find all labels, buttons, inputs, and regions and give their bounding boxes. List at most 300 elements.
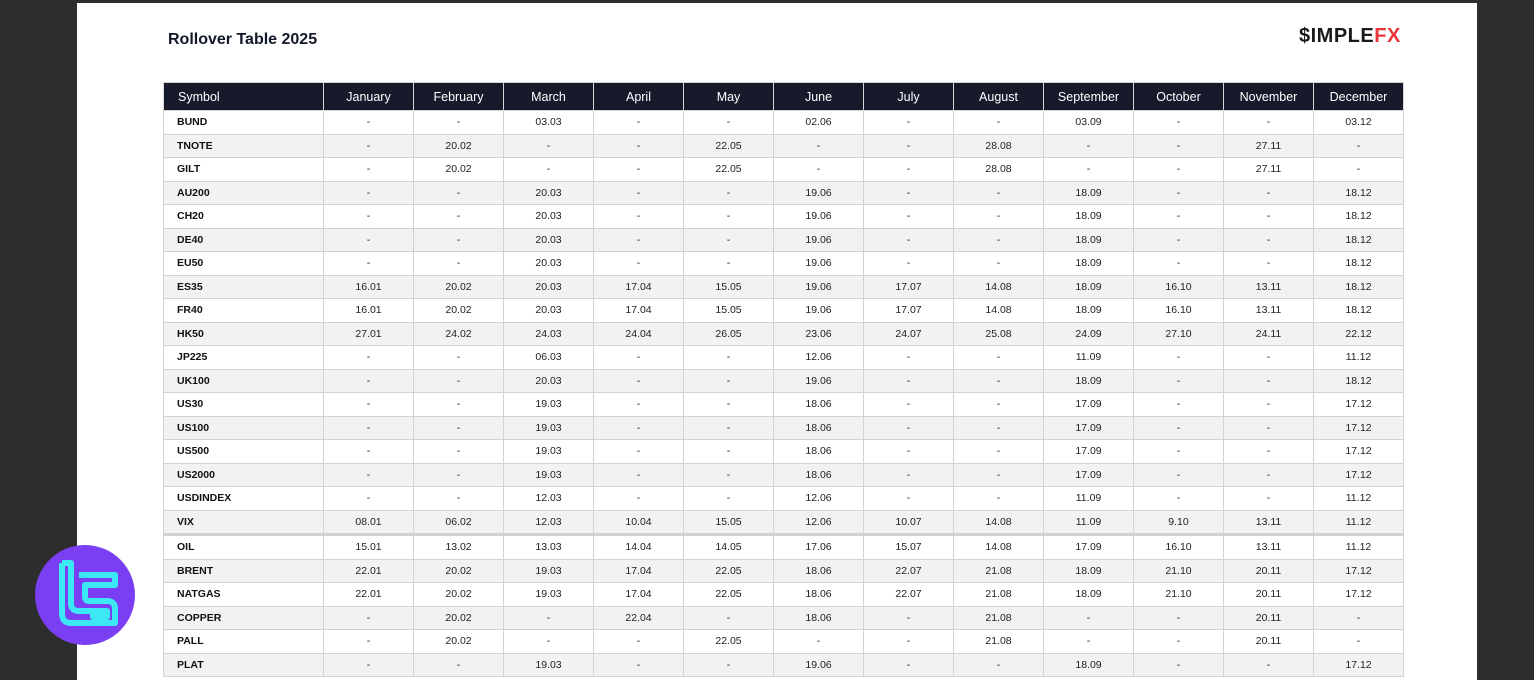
date-cell: 18.12 xyxy=(1314,228,1404,252)
date-cell: - xyxy=(864,346,954,370)
date-cell: - xyxy=(594,416,684,440)
date-cell: - xyxy=(1224,463,1314,487)
date-cell: 22.05 xyxy=(684,559,774,583)
date-cell: - xyxy=(1134,416,1224,440)
date-cell: 17.04 xyxy=(594,559,684,583)
date-cell: 22.05 xyxy=(684,630,774,654)
date-cell: 19.03 xyxy=(504,440,594,464)
date-cell: 28.08 xyxy=(954,134,1044,158)
date-cell: - xyxy=(864,487,954,511)
date-cell: 22.01 xyxy=(324,583,414,607)
table-row xyxy=(164,111,1404,135)
date-cell: 17.04 xyxy=(594,299,684,323)
date-cell: - xyxy=(1224,252,1314,276)
date-cell: 02.06 xyxy=(774,111,864,135)
date-cell: 11.12 xyxy=(1314,346,1404,370)
date-cell: - xyxy=(1134,111,1224,135)
date-cell: 15.05 xyxy=(684,299,774,323)
date-cell: 13.03 xyxy=(504,535,594,560)
date-cell: 12.06 xyxy=(774,510,864,535)
date-cell: - xyxy=(504,158,594,182)
date-cell: - xyxy=(1314,134,1404,158)
date-cell: - xyxy=(324,487,414,511)
table-row xyxy=(164,322,1404,346)
date-cell: 14.08 xyxy=(954,275,1044,299)
symbol-cell: NATGAS xyxy=(164,583,324,607)
column-header-january: January xyxy=(324,83,414,111)
date-cell: 17.09 xyxy=(1044,416,1134,440)
date-cell: 18.12 xyxy=(1314,275,1404,299)
logo-part-1: $IMPLE xyxy=(1299,25,1375,47)
date-cell: - xyxy=(954,369,1044,393)
date-cell: 14.05 xyxy=(684,535,774,560)
date-cell: - xyxy=(594,487,684,511)
date-cell: - xyxy=(1044,158,1134,182)
table-row xyxy=(164,181,1404,205)
date-cell: 20.02 xyxy=(414,606,504,630)
date-cell: - xyxy=(594,463,684,487)
date-cell: 22.05 xyxy=(684,583,774,607)
date-cell: - xyxy=(954,416,1044,440)
date-cell: - xyxy=(324,653,414,677)
table-row xyxy=(164,535,1404,560)
date-cell: 21.08 xyxy=(954,583,1044,607)
date-cell: - xyxy=(954,346,1044,370)
table-row xyxy=(164,299,1404,323)
date-cell: - xyxy=(864,134,954,158)
date-cell: - xyxy=(684,228,774,252)
date-cell: 18.09 xyxy=(1044,228,1134,252)
date-cell: - xyxy=(1134,252,1224,276)
date-cell: - xyxy=(594,228,684,252)
date-cell: 27.11 xyxy=(1224,134,1314,158)
date-cell: 13.11 xyxy=(1224,510,1314,535)
date-cell: 19.03 xyxy=(504,393,594,417)
date-cell: - xyxy=(594,630,684,654)
date-cell: 19.03 xyxy=(504,559,594,583)
date-cell: - xyxy=(1224,440,1314,464)
date-cell: 20.11 xyxy=(1224,630,1314,654)
date-cell: - xyxy=(864,369,954,393)
date-cell: 22.07 xyxy=(864,583,954,607)
date-cell: 18.09 xyxy=(1044,559,1134,583)
date-cell: 06.03 xyxy=(504,346,594,370)
date-cell: 18.06 xyxy=(774,440,864,464)
date-cell: - xyxy=(414,463,504,487)
column-header-november: November xyxy=(1224,83,1314,111)
column-header-august: August xyxy=(954,83,1044,111)
date-cell: - xyxy=(414,487,504,511)
date-cell: - xyxy=(684,369,774,393)
date-cell: - xyxy=(1224,181,1314,205)
date-cell: - xyxy=(1224,393,1314,417)
table-row xyxy=(164,346,1404,370)
column-header-september: September xyxy=(1044,83,1134,111)
date-cell: - xyxy=(1224,487,1314,511)
date-cell: 18.09 xyxy=(1044,369,1134,393)
date-cell: 21.08 xyxy=(954,559,1044,583)
date-cell: - xyxy=(684,393,774,417)
date-cell: - xyxy=(864,463,954,487)
table-row xyxy=(164,134,1404,158)
date-cell: 18.09 xyxy=(1044,583,1134,607)
table-row xyxy=(164,205,1404,229)
date-cell: 19.06 xyxy=(774,369,864,393)
date-cell: 10.04 xyxy=(594,510,684,535)
date-cell: 13.11 xyxy=(1224,299,1314,323)
date-cell: - xyxy=(1044,606,1134,630)
table-row xyxy=(164,369,1404,393)
date-cell: - xyxy=(954,181,1044,205)
date-cell: 20.11 xyxy=(1224,583,1314,607)
symbol-cell: US2000 xyxy=(164,463,324,487)
date-cell: - xyxy=(594,440,684,464)
date-cell: 18.12 xyxy=(1314,299,1404,323)
date-cell: - xyxy=(864,158,954,182)
date-cell: - xyxy=(1134,606,1224,630)
date-cell: 11.09 xyxy=(1044,510,1134,535)
column-header-may: May xyxy=(684,83,774,111)
date-cell: 20.03 xyxy=(504,228,594,252)
date-cell: 18.06 xyxy=(774,559,864,583)
date-cell: - xyxy=(414,346,504,370)
date-cell: 19.03 xyxy=(504,583,594,607)
date-cell: - xyxy=(864,252,954,276)
table-row xyxy=(164,630,1404,654)
date-cell: - xyxy=(324,630,414,654)
symbol-cell: BRENT xyxy=(164,559,324,583)
date-cell: - xyxy=(594,181,684,205)
simplefx-logo xyxy=(1299,25,1401,48)
table-row xyxy=(164,653,1404,677)
date-cell: - xyxy=(1134,393,1224,417)
date-cell: 22.05 xyxy=(684,158,774,182)
date-cell: 9.10 xyxy=(1134,510,1224,535)
date-cell: 14.08 xyxy=(954,510,1044,535)
date-cell: - xyxy=(324,393,414,417)
date-cell: 18.09 xyxy=(1044,275,1134,299)
column-header-march: March xyxy=(504,83,594,111)
date-cell: - xyxy=(1134,158,1224,182)
date-cell: - xyxy=(1224,228,1314,252)
date-cell: - xyxy=(864,228,954,252)
date-cell: - xyxy=(1314,606,1404,630)
date-cell: - xyxy=(954,393,1044,417)
date-cell: - xyxy=(774,630,864,654)
date-cell: 16.10 xyxy=(1134,275,1224,299)
symbol-cell: ES35 xyxy=(164,275,324,299)
date-cell: 18.09 xyxy=(1044,252,1134,276)
date-cell: - xyxy=(414,252,504,276)
symbol-cell: COPPER xyxy=(164,606,324,630)
date-cell: 22.01 xyxy=(324,559,414,583)
date-cell: - xyxy=(1224,369,1314,393)
date-cell: 11.09 xyxy=(1044,487,1134,511)
symbol-cell: BUND xyxy=(164,111,324,135)
date-cell: 24.09 xyxy=(1044,322,1134,346)
date-cell: - xyxy=(504,606,594,630)
date-cell: - xyxy=(1224,416,1314,440)
date-cell: - xyxy=(684,111,774,135)
date-cell: - xyxy=(594,653,684,677)
date-cell: 25.08 xyxy=(954,322,1044,346)
date-cell: 17.09 xyxy=(1044,463,1134,487)
column-header-june: June xyxy=(774,83,864,111)
date-cell: - xyxy=(414,653,504,677)
symbol-cell: US30 xyxy=(164,393,324,417)
date-cell: 12.03 xyxy=(504,487,594,511)
date-cell: - xyxy=(954,487,1044,511)
date-cell: 24.11 xyxy=(1224,322,1314,346)
date-cell: - xyxy=(324,228,414,252)
date-cell: 24.04 xyxy=(594,322,684,346)
table-body xyxy=(164,111,1404,677)
date-cell: 03.12 xyxy=(1314,111,1404,135)
table-header-row xyxy=(164,83,1404,111)
date-cell: - xyxy=(594,369,684,393)
date-cell: - xyxy=(684,346,774,370)
date-cell: 27.01 xyxy=(324,322,414,346)
column-header-october: October xyxy=(1134,83,1224,111)
symbol-cell: FR40 xyxy=(164,299,324,323)
date-cell: - xyxy=(324,205,414,229)
date-cell: - xyxy=(594,111,684,135)
date-cell: 16.10 xyxy=(1134,299,1224,323)
date-cell: 20.03 xyxy=(504,205,594,229)
date-cell: - xyxy=(414,440,504,464)
date-cell: - xyxy=(1134,205,1224,229)
date-cell: 13.11 xyxy=(1224,275,1314,299)
column-header-december: December xyxy=(1314,83,1404,111)
symbol-cell: US500 xyxy=(164,440,324,464)
date-cell: - xyxy=(324,181,414,205)
date-cell: 15.05 xyxy=(684,510,774,535)
table-row xyxy=(164,510,1404,535)
date-cell: 20.02 xyxy=(414,630,504,654)
date-cell: - xyxy=(324,111,414,135)
date-cell: 18.09 xyxy=(1044,205,1134,229)
date-cell: 14.04 xyxy=(594,535,684,560)
date-cell: - xyxy=(1224,653,1314,677)
date-cell: - xyxy=(1044,630,1134,654)
date-cell: 16.01 xyxy=(324,275,414,299)
symbol-cell: DE40 xyxy=(164,228,324,252)
symbol-cell: PLAT xyxy=(164,653,324,677)
date-cell: - xyxy=(684,181,774,205)
date-cell: - xyxy=(684,606,774,630)
date-cell: - xyxy=(864,111,954,135)
date-cell: - xyxy=(864,606,954,630)
date-cell: - xyxy=(954,111,1044,135)
column-header-july: July xyxy=(864,83,954,111)
table-row xyxy=(164,275,1404,299)
tc-logo-badge xyxy=(35,545,135,645)
date-cell: - xyxy=(1134,487,1224,511)
date-cell: 27.10 xyxy=(1134,322,1224,346)
date-cell: 17.12 xyxy=(1314,393,1404,417)
date-cell: - xyxy=(504,630,594,654)
date-cell: - xyxy=(594,252,684,276)
date-cell: 17.09 xyxy=(1044,440,1134,464)
date-cell: - xyxy=(594,205,684,229)
date-cell: - xyxy=(684,487,774,511)
table-row xyxy=(164,583,1404,607)
date-cell: - xyxy=(414,393,504,417)
date-cell: 12.03 xyxy=(504,510,594,535)
date-cell: 24.02 xyxy=(414,322,504,346)
date-cell: 22.07 xyxy=(864,559,954,583)
date-cell: 17.06 xyxy=(774,535,864,560)
page-title: Rollover Table 2025 xyxy=(168,31,318,48)
date-cell: 20.02 xyxy=(414,299,504,323)
date-cell: 11.12 xyxy=(1314,535,1404,560)
date-cell: 20.02 xyxy=(414,158,504,182)
date-cell: - xyxy=(324,252,414,276)
date-cell: - xyxy=(594,393,684,417)
date-cell: - xyxy=(684,440,774,464)
date-cell: 28.08 xyxy=(954,158,1044,182)
date-cell: 11.12 xyxy=(1314,510,1404,535)
document-page xyxy=(77,3,1477,680)
symbol-cell: VIX xyxy=(164,510,324,535)
date-cell: - xyxy=(864,205,954,229)
table-row xyxy=(164,228,1404,252)
date-cell: 27.11 xyxy=(1224,158,1314,182)
date-cell: 18.12 xyxy=(1314,205,1404,229)
date-cell: - xyxy=(864,393,954,417)
date-cell: - xyxy=(954,463,1044,487)
date-cell: - xyxy=(954,205,1044,229)
date-cell: 18.09 xyxy=(1044,181,1134,205)
symbol-cell: GILT xyxy=(164,158,324,182)
date-cell: - xyxy=(1314,158,1404,182)
date-cell: 20.03 xyxy=(504,369,594,393)
date-cell: - xyxy=(864,630,954,654)
date-cell: - xyxy=(1224,346,1314,370)
date-cell: - xyxy=(324,158,414,182)
date-cell: 18.09 xyxy=(1044,653,1134,677)
date-cell: - xyxy=(1224,111,1314,135)
date-cell: - xyxy=(414,416,504,440)
table-row xyxy=(164,606,1404,630)
date-cell: 11.09 xyxy=(1044,346,1134,370)
date-cell: - xyxy=(414,369,504,393)
table-row xyxy=(164,393,1404,417)
date-cell: 13.11 xyxy=(1224,535,1314,560)
date-cell: - xyxy=(1134,369,1224,393)
date-cell: 03.03 xyxy=(504,111,594,135)
date-cell: 18.06 xyxy=(774,463,864,487)
date-cell: 03.09 xyxy=(1044,111,1134,135)
date-cell: - xyxy=(954,252,1044,276)
date-cell: - xyxy=(324,606,414,630)
symbol-cell: PALL xyxy=(164,630,324,654)
date-cell: - xyxy=(324,346,414,370)
date-cell: 06.02 xyxy=(414,510,504,535)
date-cell: 17.12 xyxy=(1314,416,1404,440)
date-cell: 14.08 xyxy=(954,535,1044,560)
date-cell: 18.12 xyxy=(1314,181,1404,205)
symbol-cell: CH20 xyxy=(164,205,324,229)
date-cell: - xyxy=(684,252,774,276)
date-cell: - xyxy=(1134,346,1224,370)
date-cell: 15.01 xyxy=(324,535,414,560)
symbol-cell: US100 xyxy=(164,416,324,440)
date-cell: 14.08 xyxy=(954,299,1044,323)
date-cell: 11.12 xyxy=(1314,487,1404,511)
table-row xyxy=(164,559,1404,583)
date-cell: - xyxy=(864,440,954,464)
date-cell: - xyxy=(324,463,414,487)
date-cell: - xyxy=(324,369,414,393)
date-cell: - xyxy=(1134,181,1224,205)
date-cell: - xyxy=(774,134,864,158)
date-cell: - xyxy=(1134,440,1224,464)
date-cell: - xyxy=(1134,630,1224,654)
date-cell: 19.06 xyxy=(774,181,864,205)
symbol-cell: EU50 xyxy=(164,252,324,276)
table-row xyxy=(164,416,1404,440)
symbol-cell: HK50 xyxy=(164,322,324,346)
date-cell: 23.06 xyxy=(774,322,864,346)
date-cell: 19.06 xyxy=(774,275,864,299)
date-cell: - xyxy=(1134,463,1224,487)
date-cell: 13.02 xyxy=(414,535,504,560)
table-row xyxy=(164,440,1404,464)
date-cell: 17.12 xyxy=(1314,559,1404,583)
date-cell: 19.03 xyxy=(504,416,594,440)
date-cell: - xyxy=(324,416,414,440)
date-cell: - xyxy=(954,228,1044,252)
date-cell: 20.02 xyxy=(414,275,504,299)
column-header-february: February xyxy=(414,83,504,111)
date-cell: 26.05 xyxy=(684,322,774,346)
date-cell: - xyxy=(954,440,1044,464)
date-cell: 21.10 xyxy=(1134,583,1224,607)
date-cell: 21.10 xyxy=(1134,559,1224,583)
date-cell: 15.07 xyxy=(864,535,954,560)
date-cell: 18.06 xyxy=(774,606,864,630)
date-cell: 17.07 xyxy=(864,275,954,299)
symbol-cell: AU200 xyxy=(164,181,324,205)
date-cell: - xyxy=(864,653,954,677)
table-row xyxy=(164,487,1404,511)
tc-logo-icon xyxy=(35,545,135,645)
date-cell: - xyxy=(864,416,954,440)
date-cell: - xyxy=(1134,134,1224,158)
date-cell: - xyxy=(1224,205,1314,229)
date-cell: - xyxy=(1134,228,1224,252)
date-cell: 17.12 xyxy=(1314,440,1404,464)
date-cell: 19.06 xyxy=(774,299,864,323)
date-cell: 16.01 xyxy=(324,299,414,323)
symbol-cell: TNOTE xyxy=(164,134,324,158)
date-cell: 19.06 xyxy=(774,228,864,252)
date-cell: 24.07 xyxy=(864,322,954,346)
date-cell: 19.06 xyxy=(774,252,864,276)
date-cell: 17.07 xyxy=(864,299,954,323)
date-cell: 17.04 xyxy=(594,275,684,299)
date-cell: - xyxy=(864,181,954,205)
date-cell: 19.03 xyxy=(504,463,594,487)
column-header-symbol: Symbol xyxy=(164,83,324,111)
column-header-april: April xyxy=(594,83,684,111)
date-cell: 20.03 xyxy=(504,299,594,323)
date-cell: - xyxy=(1134,653,1224,677)
date-cell: 12.06 xyxy=(774,487,864,511)
date-cell: - xyxy=(594,134,684,158)
date-cell: - xyxy=(774,158,864,182)
